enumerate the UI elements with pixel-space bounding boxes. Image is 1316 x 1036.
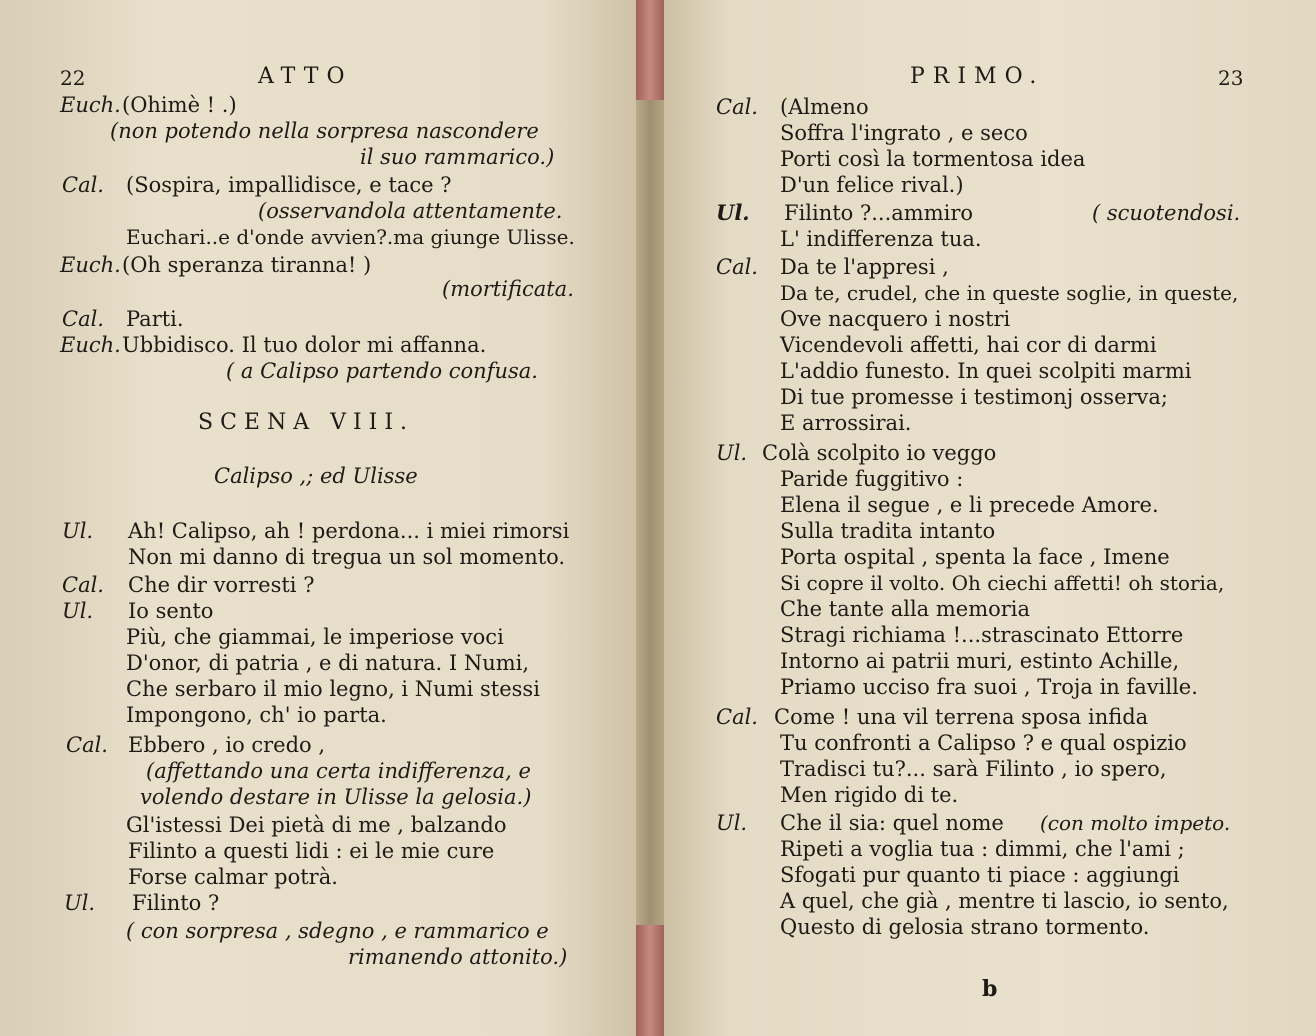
verse-line: Io sento (128, 599, 214, 623)
verse-line: Men rigido di te. (780, 783, 959, 807)
verse-line: Sfogati pur quanto ti piace : aggiungi (780, 863, 1180, 887)
stage-direction: volendo destare in Ulisse la gelosia.) (140, 785, 532, 809)
verse-line: D'un felice rival.) (780, 173, 964, 197)
signature-mark: b (982, 976, 998, 1002)
verse-line: L' indifferenza tua. (780, 227, 982, 251)
speaker-label: Cal. (716, 95, 758, 119)
speaker-label: Ul. (62, 519, 94, 543)
verse-line: Di tue promesse i testimonj osserva; (780, 385, 1168, 409)
verse-line: Ripeti a voglia tua : dimmi, che l'ami ; (780, 837, 1185, 861)
verse-line: Da te, crudel, che in queste soglie, in queste, (780, 281, 1239, 305)
verse-line: Come ! una vil terrena sposa infida (774, 705, 1149, 729)
speaker-label: Euch. (60, 93, 121, 117)
speaker-label: Ul. (716, 441, 748, 465)
verse-line: (Ohimè ! .) (122, 93, 237, 117)
verse-line: Tradisci tu?... sarà Filinto , io spero, (780, 757, 1167, 781)
speaker-label: Cal. (66, 733, 108, 757)
speaker-label: Euch. (60, 333, 121, 357)
verse-line: Priamo ucciso fra suoi , Troja in faville. (780, 675, 1198, 699)
verse-line: Parti. (126, 307, 184, 331)
stage-direction: (mortificata. (442, 277, 574, 301)
verse-line: Elena il segue , e li precede Amore. (780, 493, 1159, 517)
verse-line: Più, che giammai, le imperiose voci (126, 625, 504, 649)
verse-line: Euchari..e d'onde avvien?.ma giunge Ulisse. (126, 225, 575, 249)
verse-line: E arrossirai. (780, 411, 912, 435)
verse-line: Porta ospital , spenta la face , Imene (780, 545, 1170, 569)
stage-direction: il suo rammarico.) (360, 145, 555, 169)
verse-line: Ah! Calipso, ah ! perdona... i miei rimorsi (128, 519, 570, 543)
verse-line: Intorno ai patrii muri, estinto Achille, (780, 649, 1180, 673)
verse-line: Che tante alla memoria (780, 597, 1031, 621)
stage-direction: (osservandola attentamente. (258, 199, 563, 223)
verse-line: Che il sia: quel nome (780, 811, 1004, 835)
verse-line: Vicendevoli affetti, hai cor di darmi (780, 333, 1157, 357)
verse-line: Stragi richiama !...strascinato Ettorre (780, 623, 1184, 647)
verse-line: Impongono, ch' io parta. (126, 703, 387, 727)
stage-direction: (non potendo nella sorpresa nascondere (110, 119, 539, 143)
speaker-label: Cal. (62, 307, 104, 331)
speaker-label: Cal. (716, 255, 758, 279)
verse-line: Non mi danno di tregua un sol momento. (128, 545, 566, 569)
verse-line: Ebbero , io credo , (128, 733, 326, 757)
verse-line: Colà scolpito io veggo (762, 441, 997, 465)
page-number: 23 (1218, 66, 1244, 90)
verse-line: D'onor, di patria , e di natura. I Numi, (126, 651, 530, 675)
verse-line: Ove nacquero i nostri (780, 307, 1011, 331)
stage-direction: rimanendo attonito.) (348, 945, 568, 969)
page-number: 22 (60, 66, 86, 90)
verse-line: Porti così la tormentosa idea (780, 147, 1086, 171)
verse-line: Forse calmar potrà. (128, 865, 338, 889)
left-page (0, 0, 636, 1036)
stage-direction: ( scuotendosi. (1092, 201, 1241, 225)
running-head: PRIMO. (910, 64, 1045, 89)
speaker-label: Cal. (62, 573, 104, 597)
stage-direction: ( a Calipso partendo confusa. (226, 359, 538, 383)
verse-line: Filinto a questi lidi : ei le mie cure (128, 839, 495, 863)
stage-direction: (con molto impeto. (1040, 811, 1231, 835)
speaker-label: Ul. (716, 200, 750, 225)
verse-line: Da te l'appresi , (780, 255, 949, 279)
stage-direction: (affettando una certa indifferenza, e (146, 759, 531, 783)
verse-line: Tu confronti a Calipso ? e qual ospizio (780, 731, 1187, 755)
running-head: ATTO (258, 64, 353, 89)
verse-line: (Almeno (780, 95, 869, 119)
verse-line: Sulla tradita intanto (780, 519, 996, 543)
verse-line: Che serbaro il mio legno, i Numi stessi (126, 677, 540, 701)
speaker-label: Ul. (64, 891, 96, 915)
speaker-label: Cal. (716, 705, 758, 729)
speaker-label: Ul. (62, 599, 94, 623)
verse-line: A quel, che già , mentre ti lascio, io sento, (780, 889, 1229, 913)
verse-line: Gl'istessi Dei pietà di me , balzando (126, 813, 507, 837)
verse-line: (Oh speranza tiranna! ) (122, 253, 372, 277)
verse-line: Soffra l'ingrato , e seco (780, 121, 1028, 145)
verse-line: Filinto ?...ammiro (784, 201, 974, 225)
speaker-label: Euch. (60, 253, 121, 277)
right-page (664, 0, 1316, 1036)
scene-heading: SCENA VIII. (198, 410, 415, 435)
verse-line: Filinto ? (132, 891, 220, 915)
verse-line: Si copre il volto. Oh ciechi affetti! oh storia, (780, 571, 1225, 595)
verse-line: Che dir vorresti ? (128, 573, 315, 597)
verse-line: L'addio funesto. In quei scolpiti marmi (780, 359, 1192, 383)
stage-direction: ( con sorpresa , sdegno , e rammarico e (126, 919, 549, 943)
scene-characters: Calipso ,; ed Ulisse (214, 464, 418, 488)
speaker-label: Ul. (716, 811, 748, 835)
verse-line: Questo di gelosia strano tormento. (780, 915, 1150, 939)
speaker-label: Cal. (62, 173, 104, 197)
verse-line: (Sospira, impallidisce, e tace ? (126, 173, 452, 197)
verse-line: Paride fuggitivo : (780, 467, 964, 491)
verse-line: Ubbidisco. Il tuo dolor mi affanna. (122, 333, 487, 357)
